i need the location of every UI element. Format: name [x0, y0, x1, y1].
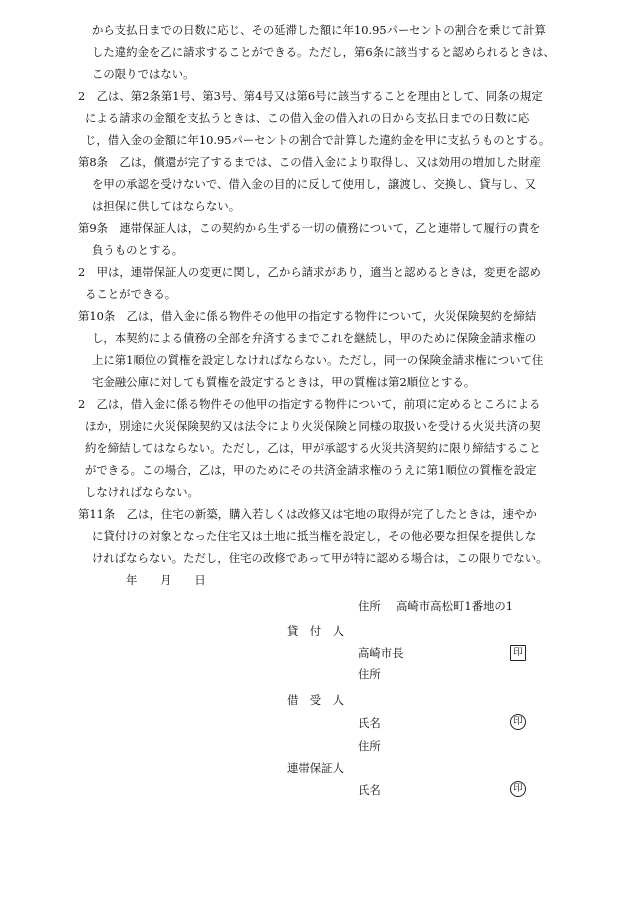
lender-name: 高崎市長	[358, 646, 404, 660]
text-line: 第10条 乙は，借入金に係る物件その他甲の指定する物件について，火災保険契約を締結	[78, 309, 537, 323]
lender-address-label: 住所	[358, 599, 381, 613]
text-line: から支払日までの日数に応じ、その延滞した額に年10.95パーセントの割合を乗じて計算	[92, 23, 546, 37]
lender-seal: 印	[510, 645, 526, 661]
date-line: 年 月 日	[126, 573, 206, 587]
guarantor-name-label: 氏名	[358, 783, 381, 797]
text-line: ができる。この場合，乙は，甲のためにその共済金請求権のうえに第1順位の質権を設定	[85, 463, 537, 477]
text-line: 上に第1順位の質権を設定しなければならない。ただし，同一の保険金請求権について住	[92, 353, 544, 367]
text-line: 約を締結してはならない。ただし，乙は，甲が承認する火災共済契約に限り締結すること	[85, 441, 541, 455]
text-line: 2 乙は、第2条第1号、第3号、第4号又は第6号に該当することを理由として、同条の規定	[78, 89, 543, 103]
text-line: 第8条 乙は，償還が完了するまでは、この借入金により取得し、又は効用の増加した財産	[78, 155, 541, 169]
text-line: 負うものとする。	[92, 243, 184, 257]
text-line: は担保に供してはならない。	[92, 199, 241, 213]
text-line: ることができる。	[85, 287, 177, 301]
text-line: し，本契約による債務の全部を弁済するまでこれを継続し，甲のために保険金請求権の	[92, 331, 537, 345]
text-line: この限りではない。	[92, 67, 195, 81]
guarantor-address-label: 住所	[358, 739, 381, 753]
text-line: 2 乙は，借入金に係る物件その他甲の指定する物件について，前項に定めるところによる	[78, 397, 541, 411]
borrower-address-label: 住所	[358, 667, 381, 681]
borrower-name-label: 氏名	[358, 716, 381, 730]
text-line: 第11条 乙は，住宅の新築，購入若しくは改修又は宅地の取得が完了したときは，速やか	[78, 507, 537, 521]
borrower-role: 借 受 人	[287, 693, 344, 707]
lender-address-value: 高崎市高松町1番地の1	[396, 599, 514, 613]
text-line: しなければならない。	[85, 485, 199, 499]
text-line: 宅金融公庫に対しても質権を設定するときは，甲の質権は第2順位とする。	[92, 375, 476, 389]
text-line: を甲の承認を受けないで、借入金の目的に反して使用し，譲渡し、交換し、貸与し、又	[92, 177, 537, 191]
borrower-seal: 印	[510, 714, 526, 730]
text-line: 第9条 連帯保証人は，この契約から生ずる一切の債務について，乙と連帯して履行の責を	[78, 221, 541, 235]
text-line: による請求の金額を支払うときは、この借入金の借入れの日から支払日までの日数に応	[85, 111, 530, 125]
guarantor-seal: 印	[510, 781, 526, 797]
lender-role: 貸 付 人	[287, 624, 344, 638]
text-line: 2 甲は，連帯保証人の変更に関し，乙から請求があり，適当と認めるときは，変更を認め	[78, 265, 541, 279]
text-line: ければならない。ただし，住宅の改修であって甲が特に認める場合は，この限りでない。	[92, 551, 548, 565]
text-line: した違約金を乙に請求することができる。ただし，第6条に該当すると認められるときは、	[92, 45, 555, 59]
text-line: じ，借入金の金額に年10.95パーセントの割合で計算した違約金を甲に支払うものとする。	[85, 133, 551, 147]
text-line: に貸付けの対象となった住宅又は土地に抵当権を設定し，その他必要な担保を提供しな	[92, 529, 537, 543]
guarantor-role: 連帯保証人	[287, 761, 344, 775]
text-line: ほか，別途に火災保険契約又は法令により火災保険と同様の取扱いを受ける火災共済の契	[85, 419, 541, 433]
